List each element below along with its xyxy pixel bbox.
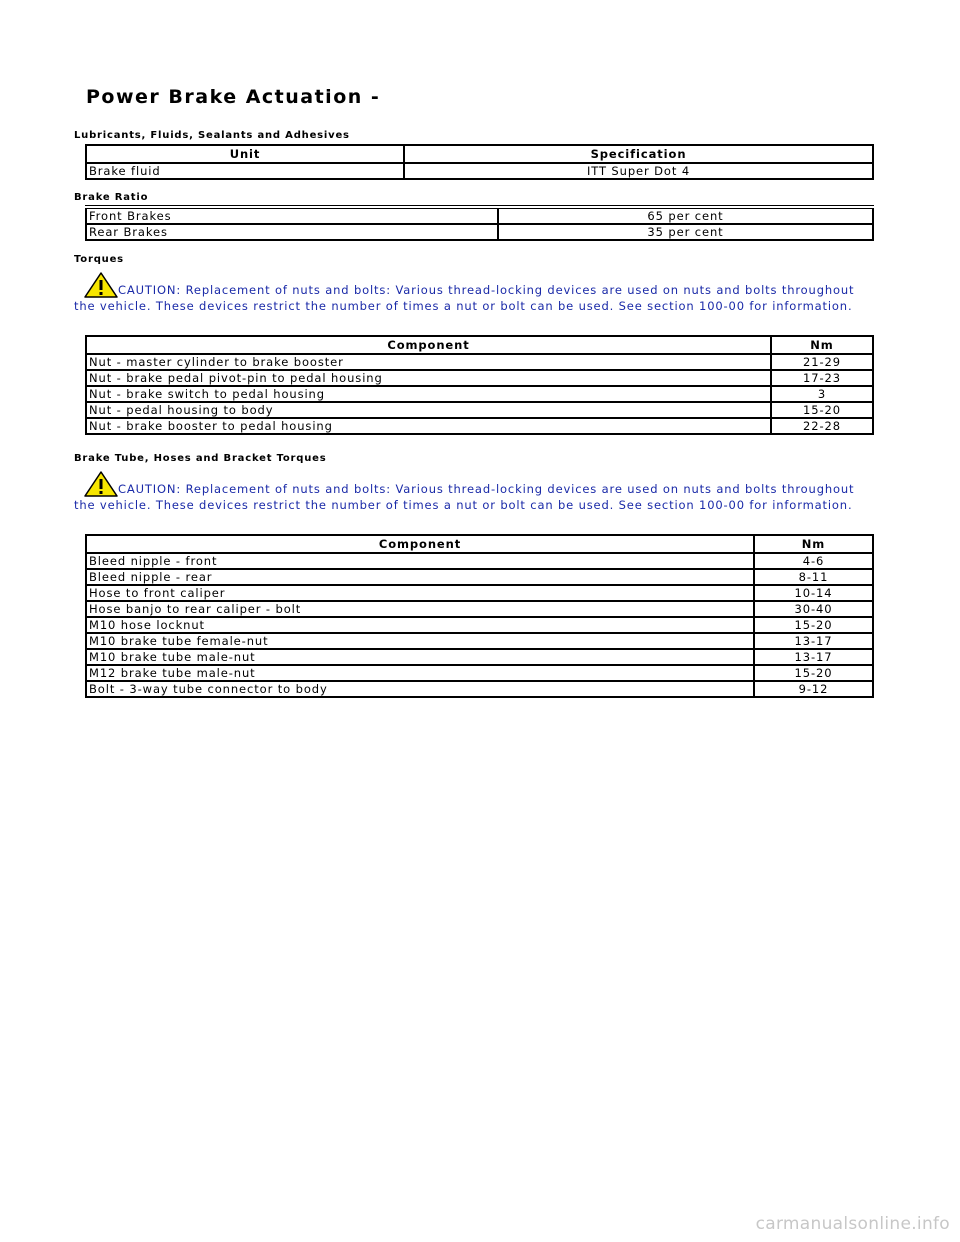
- table-row: [86, 665, 873, 681]
- cell-component: M10 hose locknut: [86, 617, 754, 633]
- column-header: Nm: [771, 336, 873, 354]
- cell-nm: 15-20: [771, 402, 873, 418]
- cell-component: Nut - master cylinder to brake booster: [86, 354, 771, 370]
- cell-nm: 3: [771, 386, 873, 402]
- caution-text: CAUTION: Replacement of nuts and bolts: Various thread-locking devices are used on nuts and bolts throughout the vehicle. These devices restrict the number of times a nut or bolt can be used. See section 100-00 for information.: [74, 482, 855, 512]
- caution-text: CAUTION: Replacement of nuts and bolts: Various thread-locking devices are used on nuts and bolts throughout the vehicle. These devices restrict the number of times a nut or bolt can be used. See section 100-00 for information.: [74, 283, 855, 313]
- brake-ratio-table: [85, 205, 874, 241]
- column-header: Component: [86, 336, 771, 354]
- torques-heading: Torques: [74, 254, 124, 265]
- cell-nm: 4-6: [754, 553, 873, 569]
- cell-nm: 15-20: [754, 617, 873, 633]
- table-header-row: [86, 336, 873, 354]
- table-row: [86, 649, 873, 665]
- column-header: Unit: [86, 145, 404, 163]
- cell-component: Nut - brake pedal pivot-pin to pedal housing: [86, 370, 771, 386]
- cell-component: M12 brake tube male-nut: [86, 665, 754, 681]
- cell-nm: 22-28: [771, 418, 873, 434]
- table-row: [86, 354, 873, 370]
- lubricants-table: [85, 144, 874, 180]
- cell-ratio: 35 per cent: [498, 224, 873, 240]
- cell-component: Nut - brake switch to pedal housing: [86, 386, 771, 402]
- torques-table: [85, 335, 874, 435]
- brake-ratio-heading: Brake Ratio: [74, 192, 149, 203]
- table-row: [86, 163, 873, 179]
- table-row: [86, 553, 873, 569]
- column-header: Component: [86, 535, 754, 553]
- watermark: carmanualsonline.info: [755, 1214, 950, 1234]
- caution-note: [74, 272, 874, 314]
- cell-unit: Brake fluid: [86, 163, 404, 179]
- table-row: [86, 601, 873, 617]
- table-row: [86, 569, 873, 585]
- cell-nm: 21-29: [771, 354, 873, 370]
- table-row: [86, 207, 873, 224]
- tube-torques-table: [85, 534, 874, 698]
- cell-nm: 8-11: [754, 569, 873, 585]
- warning-triangle-icon: [84, 471, 118, 497]
- tube-torques-heading: Brake Tube, Hoses and Bracket Torques: [74, 453, 327, 464]
- cell-nm: 10-14: [754, 585, 873, 601]
- table-row: [86, 370, 873, 386]
- cell-nm: 9-12: [754, 681, 873, 697]
- cell-ratio: 65 per cent: [498, 207, 873, 224]
- column-header: Specification: [404, 145, 873, 163]
- table-row: [86, 386, 873, 402]
- cell-nm: 13-17: [754, 649, 873, 665]
- table-header-row: [86, 145, 873, 163]
- cell-nm: 17-23: [771, 370, 873, 386]
- cell-component: Hose banjo to rear caliper - bolt: [86, 601, 754, 617]
- table-row: [86, 224, 873, 240]
- cell-component: Nut - brake booster to pedal housing: [86, 418, 771, 434]
- cell-specification: ITT Super Dot 4: [404, 163, 873, 179]
- caution-note: [74, 471, 874, 513]
- cell-component: M10 brake tube female-nut: [86, 633, 754, 649]
- table-row: [86, 418, 873, 434]
- cell-component: Bleed nipple - rear: [86, 569, 754, 585]
- cell-brake: Front Brakes: [86, 207, 498, 224]
- cell-component: Nut - pedal housing to body: [86, 402, 771, 418]
- table-row: [86, 681, 873, 697]
- table-row: [86, 402, 873, 418]
- cell-component: M10 brake tube male-nut: [86, 649, 754, 665]
- cell-component: Hose to front caliper: [86, 585, 754, 601]
- cell-nm: 30-40: [754, 601, 873, 617]
- cell-nm: 13-17: [754, 633, 873, 649]
- table-row: [86, 633, 873, 649]
- cell-component: Bolt - 3-way tube connector to body: [86, 681, 754, 697]
- cell-brake: Rear Brakes: [86, 224, 498, 240]
- lubricants-heading: Lubricants, Fluids, Sealants and Adhesives: [74, 130, 350, 141]
- table-header-row: [86, 535, 873, 553]
- cell-nm: 15-20: [754, 665, 873, 681]
- warning-triangle-icon: [84, 272, 118, 298]
- cell-component: Bleed nipple - front: [86, 553, 754, 569]
- column-header: Nm: [754, 535, 873, 553]
- page-title: Power Brake Actuation -: [86, 86, 381, 108]
- table-row: [86, 585, 873, 601]
- table-row: [86, 617, 873, 633]
